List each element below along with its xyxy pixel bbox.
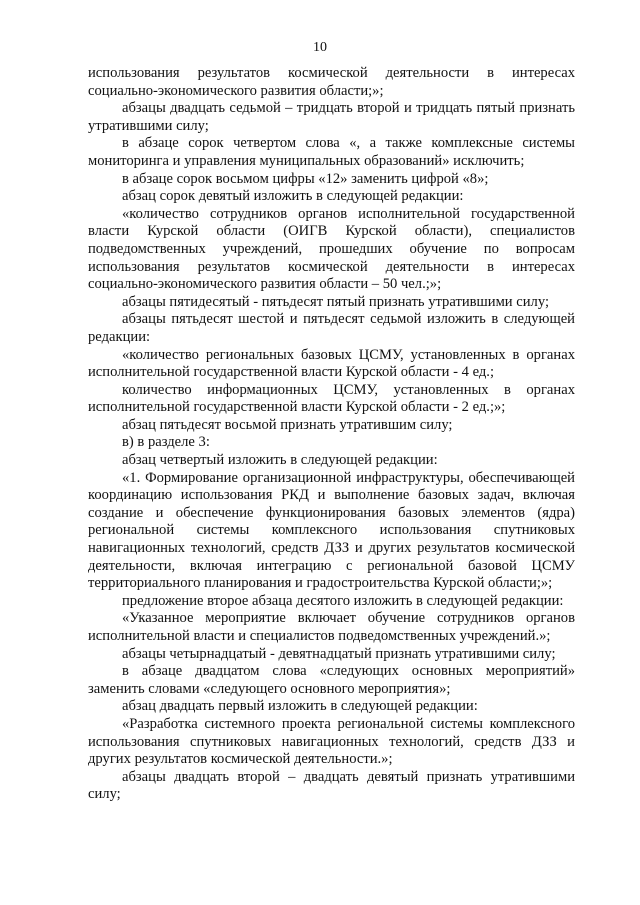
paragraph: абзац сорок девятый изложить в следующей редакции:	[122, 188, 464, 205]
paragraph: абзацы двадцать седьмой – тридцать второй и тридцать пятый признать утратившими силу;	[88, 100, 575, 134]
paragraph: абзацы двадцать второй – двадцать девятый признать утратившими силу;	[88, 768, 575, 803]
paragraph: «количество сотрудников органов исполнительной государственной власти Курской области (ОИГВ Курской области), специалистов подведомственных учреждений, прошедших обучение по вопросам использования результатов космической деятельности в интересах социально-экономического развития области – 50 чел.;»;	[88, 205, 575, 293]
paragraph: абзацы пятидесятый - пятьдесят пятый признать утратившими силу;	[122, 293, 549, 310]
paragraph: в абзаце сорок восьмом цифры «12» заменить цифрой «8»;	[122, 170, 489, 187]
paragraph: в абзаце двадцатом слова «следующих основных мероприятий» заменить словами «следующего основного мероприятия»;	[88, 663, 575, 697]
paragraph: «Разработка системного проекта региональной системы комплексного использования спутниковых навигационных технологий, средств ДЗЗ и других результатов космической деятельности.»;	[88, 715, 575, 768]
paragraph: «количество региональных базовых ЦСМУ, установленных в органах исполнительной государственной власти Курской области - 4 ед.;	[88, 346, 575, 381]
paragraph: абзац двадцать первый изложить в следующей редакции:	[122, 698, 478, 715]
document-body	[88, 65, 575, 804]
paragraph: «1. Формирование организационной инфраструктуры, обеспечивающей координацию использования РКД и выполнение базовых задач, включая создание и обеспечение функционирования базовых элементов (ядра) региональной системы комплексного использования спутниковых навигационных технологий, средств ДЗЗ и других результатов космической деятельности, включая интеграцию с региональной базовой ЦСМУ территориального планирования и градостроительства Курской области;»;	[88, 469, 575, 592]
paragraph: в абзаце сорок четвертом слова «, а также комплексные системы мониторинга и управления муниципальных образований» исключить;	[88, 135, 575, 169]
paragraph: количество информационных ЦСМУ, установленных в органах исполнительной государственной власти Курской области - 2 ед.;»;	[88, 381, 575, 416]
paragraph: абзацы четырнадцатый - девятнадцатый признать утратившими силу;	[122, 645, 556, 662]
paragraph: в) в разделе 3:	[122, 434, 210, 451]
paragraph: использования результатов космической деятельности в интересах социально-экономического развития области;»;	[88, 65, 575, 99]
paragraph: абзацы пятьдесят шестой и пятьдесят седьмой изложить в следующей редакции:	[88, 311, 575, 345]
paragraph: «Указанное мероприятие включает обучение сотрудников органов исполнительной власти и специалистов подведомственных учреждений.»;	[88, 610, 575, 644]
page-number: 10	[313, 40, 327, 55]
paragraph: абзац четвертый изложить в следующей редакции:	[122, 452, 438, 469]
paragraph: абзац пятьдесят восьмой признать утратившим силу;	[122, 416, 453, 433]
paragraph: предложение второе абзаца десятого изложить в следующей редакции:	[122, 592, 564, 609]
